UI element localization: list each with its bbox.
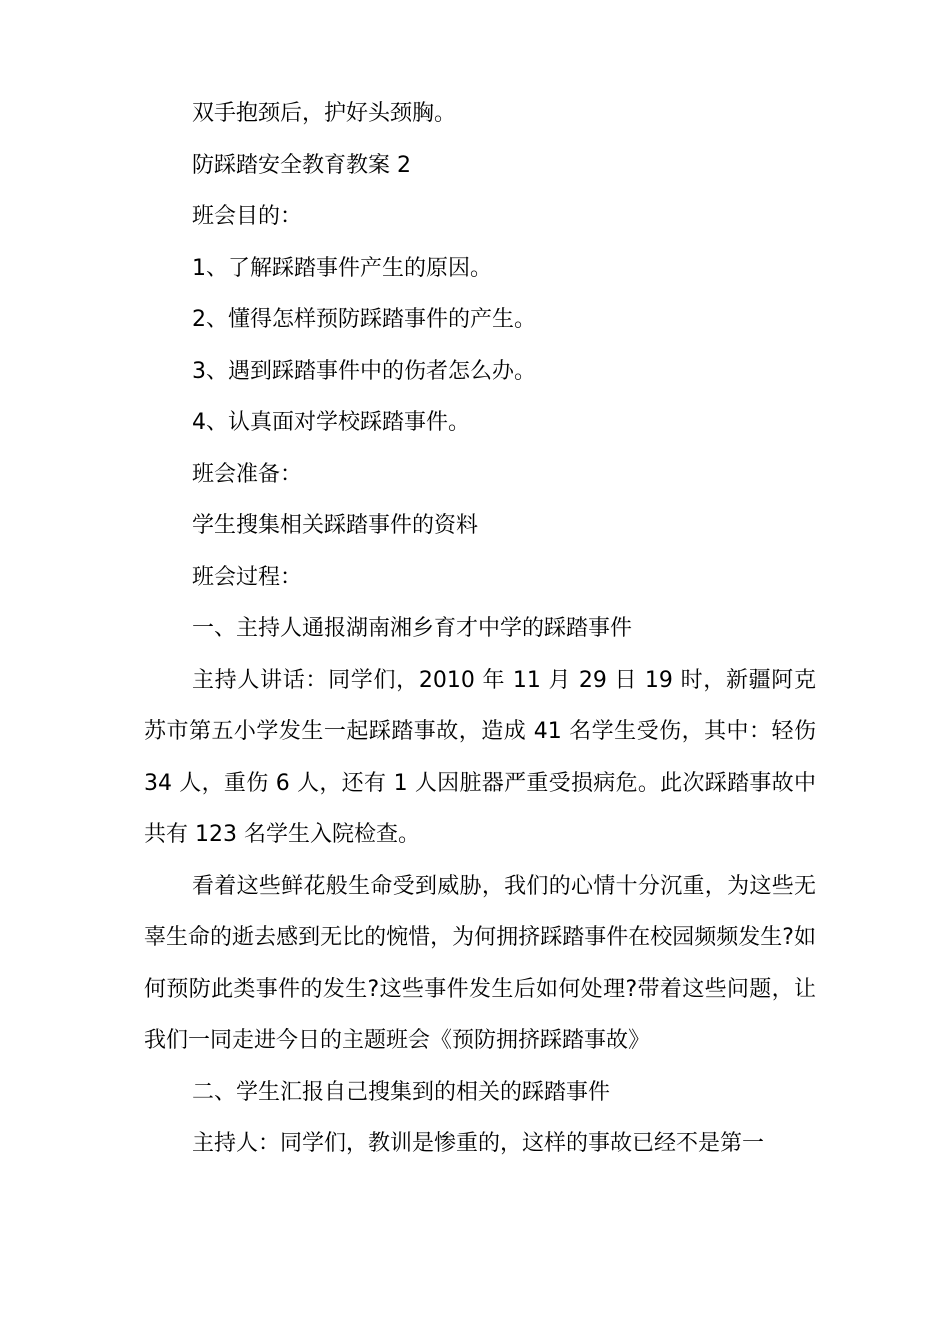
paragraph-1: 双手抱颈后，护好头颈胸。 [192,101,457,126]
heading-preparation: 班会准备： [192,461,303,487]
objective-item-4: 4、认真面对学校踩踏事件。 [192,410,470,435]
host-speech-paragraph: 主持人讲话：同学们，2010 年 11 月 29 日 19 时，新疆阿克苏市第五小学发生一起踩踏事故，造成 41 名学生受伤，其中：轻伤 34 人，重伤 6 人，还有 1 人因脏器严重受损病危。此次踩踏事故中共有 123 名学生入院检查。 [144,667,816,847]
reflection-paragraph: 看着这些鲜花般生命受到威胁，我们的心情十分沉重，为这些无辜生命的逝去感到无比的惋惜，为何拥挤踩踏事件在校园频频发生?如何预防此类事件的发生?这些事件发生后如何处理?带着这些问题，让我们一同走进今日的主题班会《预防拥挤踩踏事故》 [144,873,816,1053]
host-lesson-paragraph: 主持人：同学们，教训是惨重的，这样的事故已经不是第一 [192,1131,765,1156]
process-step-2: 二、学生汇报自己搜集到的相关的踩踏事件 [192,1079,611,1105]
document-body [144,88,816,1170]
process-step-1: 一、主持人通报湖南湘乡育才中学的踩踏事件 [192,616,633,641]
objective-item-2: 2、懂得怎样预防踩踏事件的产生。 [192,307,536,332]
objective-item-1: 1、了解踩踏事件产生的原因。 [192,255,492,281]
section-title: 防踩踏安全教育教案 2 [192,152,411,178]
objective-item-3: 3、遇到踩踏事件中的伤者怎么办。 [192,358,536,384]
heading-process: 班会过程： [192,564,303,590]
heading-objectives: 班会目的： [192,204,303,229]
preparation-text: 学生搜集相关踩踏事件的资料 [192,513,479,538]
